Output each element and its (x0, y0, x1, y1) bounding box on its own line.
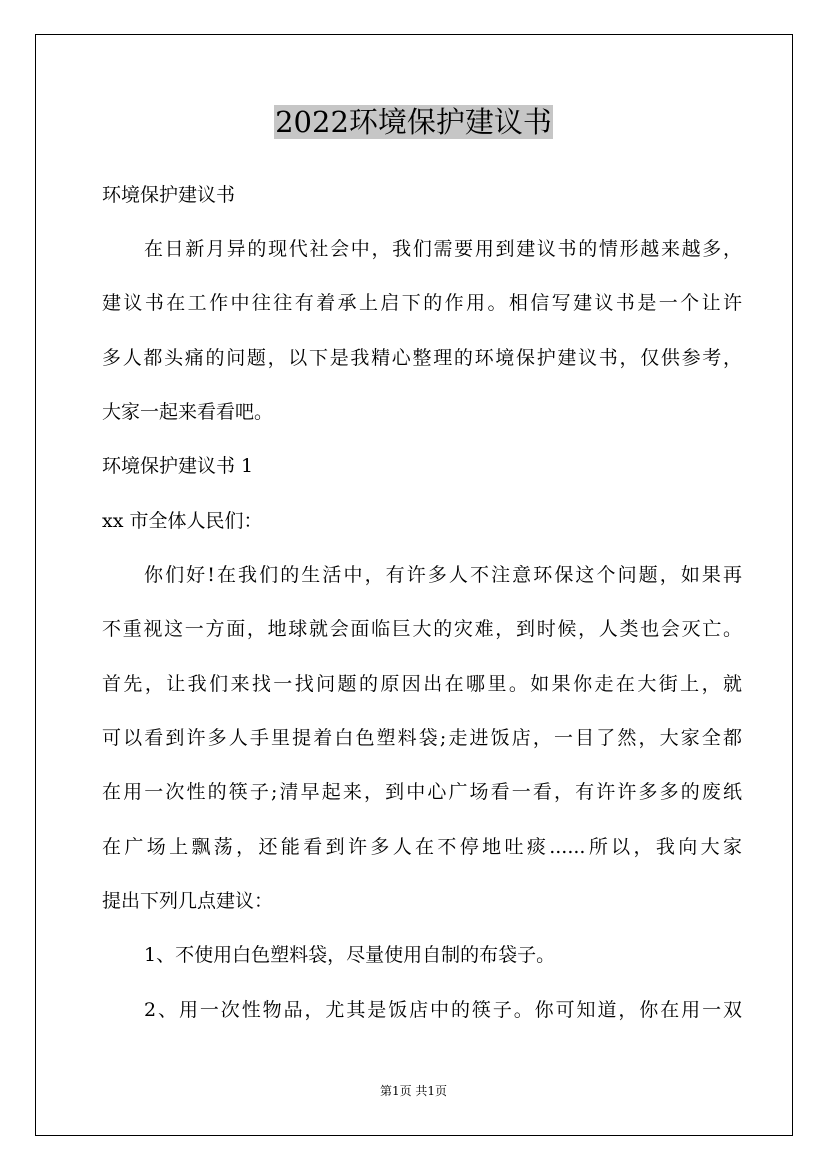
paragraph-line: 2、用一次性物品，尤其是饭店中的筷子。你可知道，你在用一双 (144, 999, 742, 1021)
paragraph-line: 环境保护建议书 (102, 184, 236, 206)
paragraph-line: 建议书在工作中往往有着承上启下的作用。相信写建议书是一个让许 (102, 292, 742, 314)
paragraph-line: 提出下列几点建议： (102, 890, 274, 912)
paragraph-line: 在日新月异的现代社会中，我们需要用到建议书的情形越来越多， (144, 238, 742, 260)
paragraph-line: xx 市全体人民们： (102, 510, 263, 532)
document-title-text: 2022环境保护建议书 (275, 105, 552, 139)
paragraph-line: 首先，让我们来找一找问题的原因出在哪里。如果你走在大街上，就 (102, 673, 742, 695)
paragraph-line: 可以看到许多人手里提着白色塑料袋;走进饭店，一目了然，大家全都 (102, 727, 742, 749)
paragraph-line: 大家一起来看看吧。 (102, 401, 274, 423)
paragraph-line: 1、不使用白色塑料袋，尽量使用自制的布袋子。 (144, 944, 556, 966)
page-footer: 第1页 共1页 (379, 1084, 448, 1098)
paragraph-line: 你们好!在我们的生活中，有许多人不注意环保这个问题，如果再 (144, 564, 742, 586)
paragraph-line: 多人都头痛的问题，以下是我精心整理的环境保护建议书，仅供参考， (102, 347, 742, 369)
paragraph-line: 在广场上飘荡，还能看到许多人在不停地吐痰......所以，我向大家 (102, 836, 742, 858)
paragraph-line: 不重视这一方面，地球就会面临巨大的灾难，到时候，人类也会灭亡。 (102, 618, 742, 640)
paragraph-line: 在用一次性的筷子;清早起来，到中心广场看一看，有许许多多的废纸 (102, 781, 742, 803)
document-title (0, 102, 827, 142)
paragraph-line: 环境保护建议书 1 (102, 455, 254, 477)
